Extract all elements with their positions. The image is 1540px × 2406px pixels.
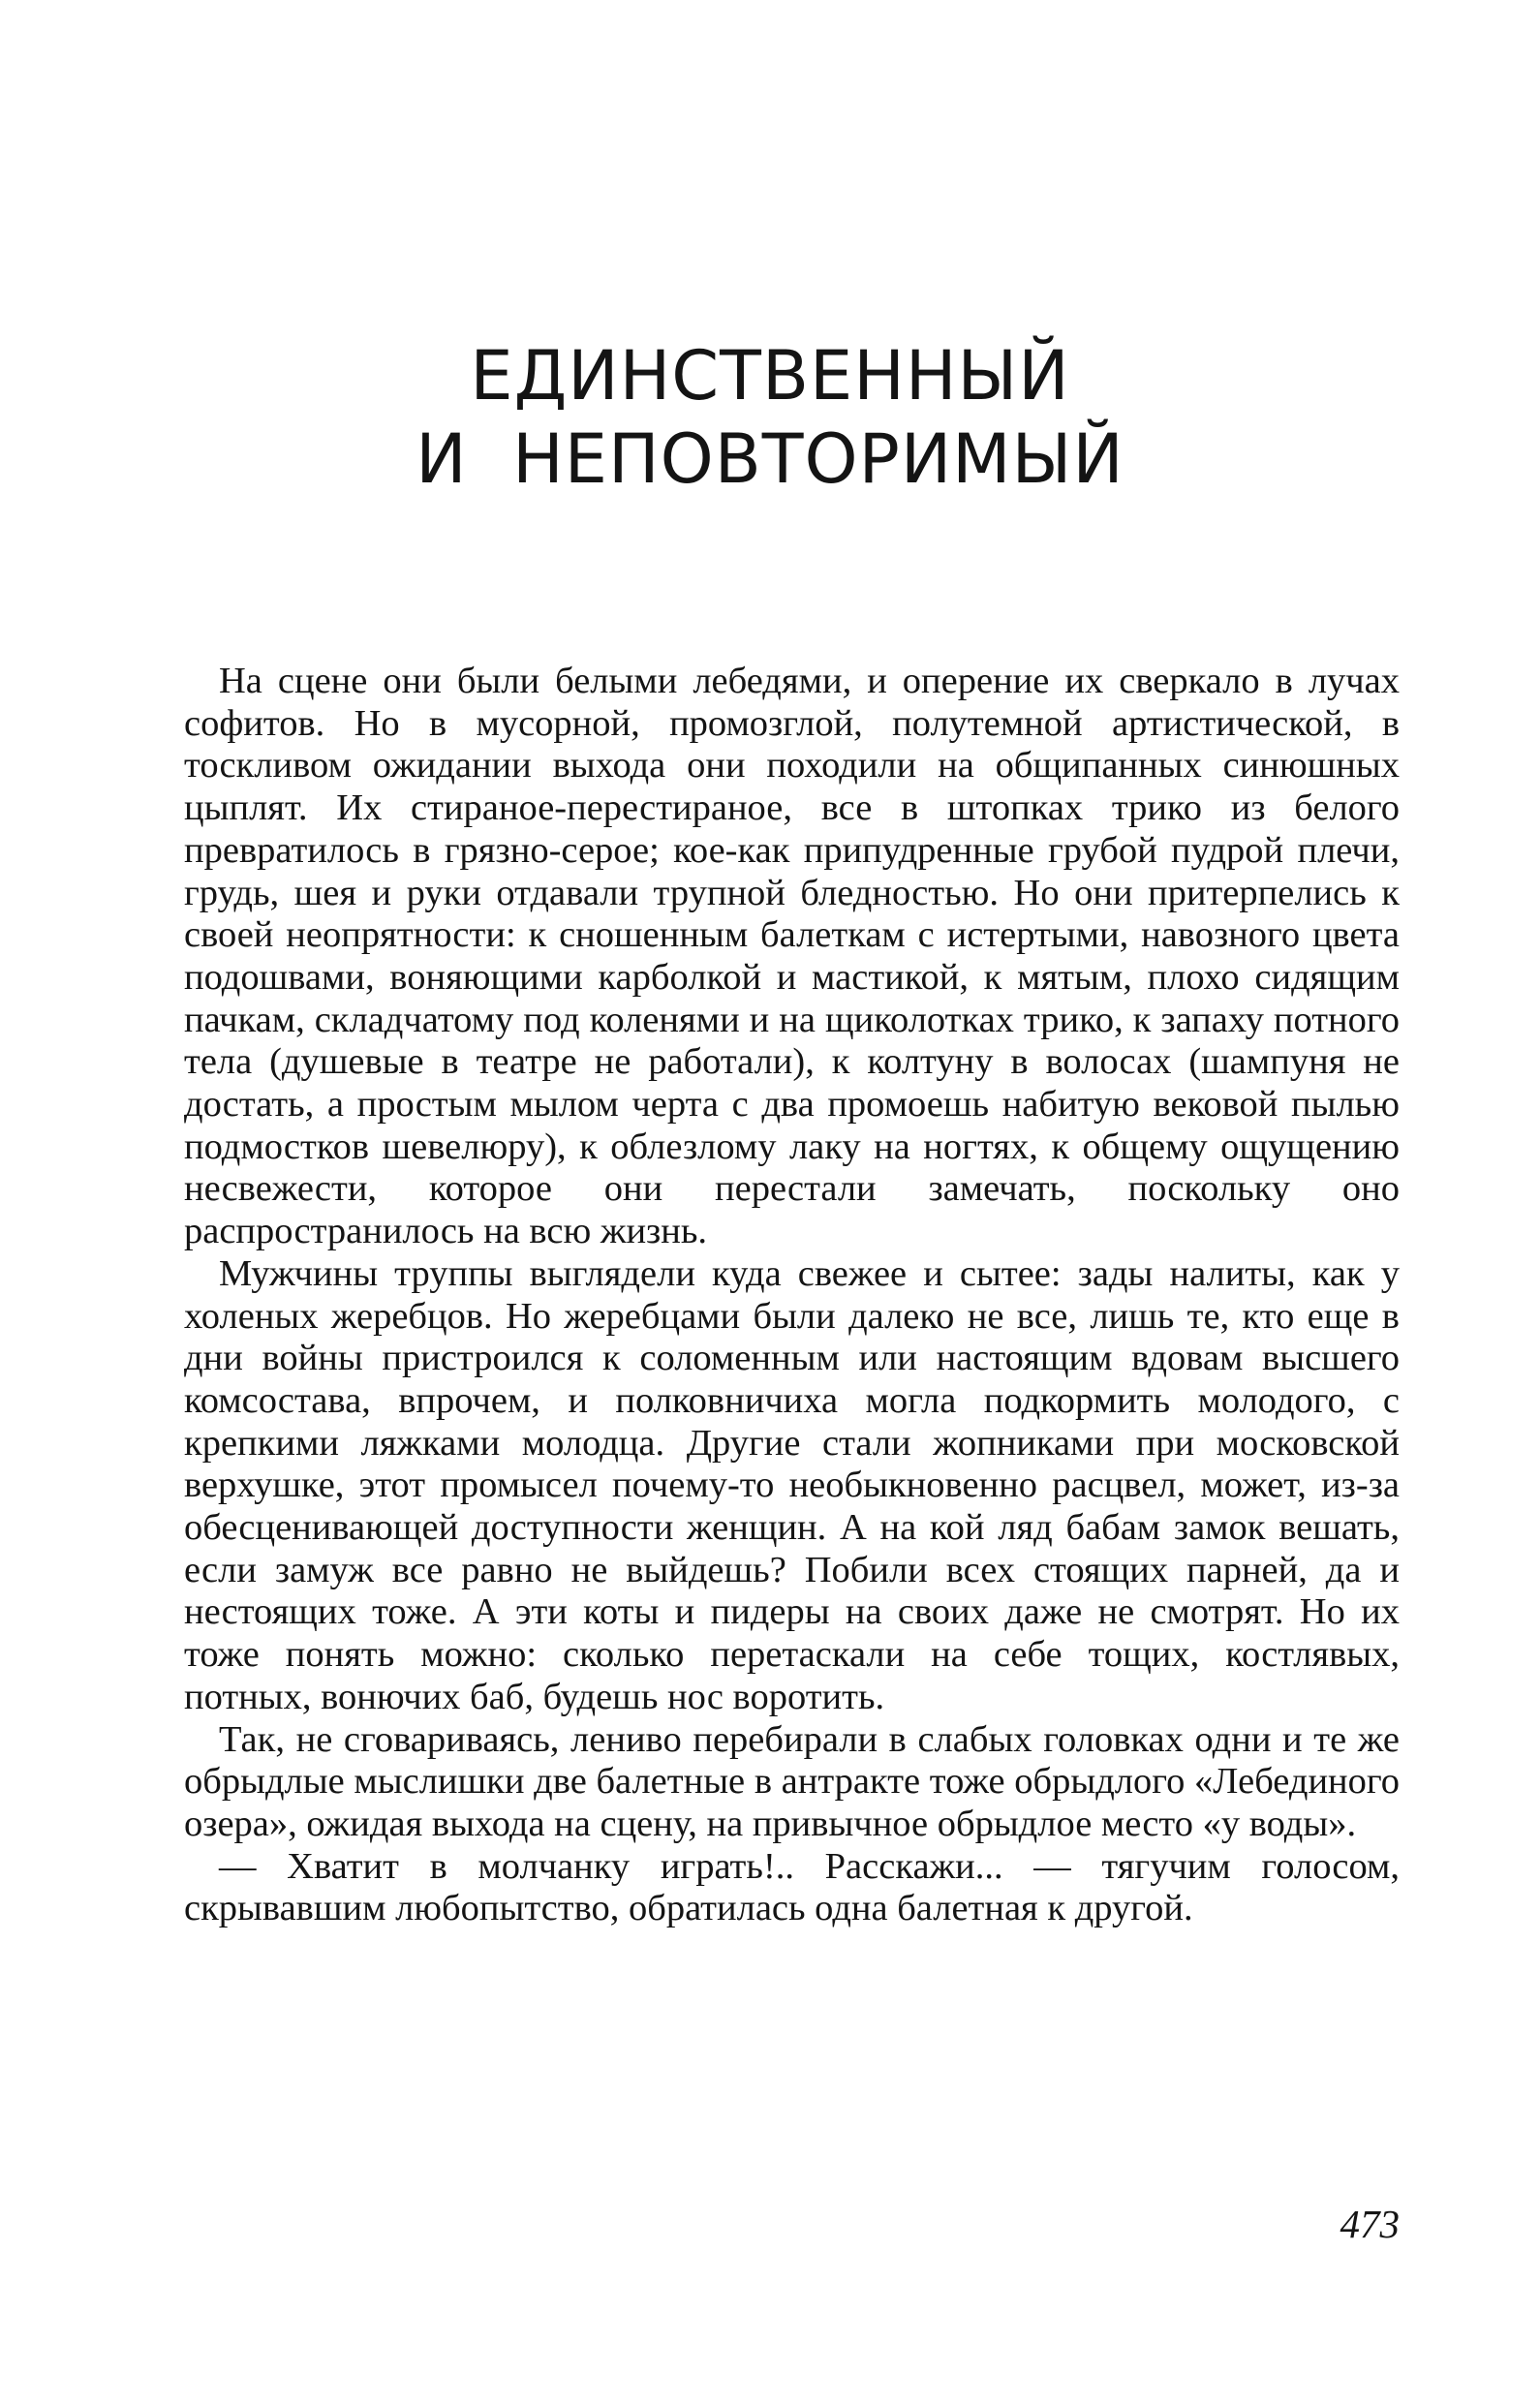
chapter-title [0,334,1540,501]
page-number: 473 [1340,2202,1400,2246]
chapter-title-line-2: И НЕПОВТОРИМЫЙ [416,419,1124,499]
body-text [184,661,1400,1930]
chapter-title-line-1: ЕДИНСТВЕННЫЙ [470,336,1070,416]
paragraph-4: — Хватит в молчанку играть!.. Расскажи... — тягучим голосом, скрывавшим любопытство, обратилась одна балетная к другой. [184,1845,1400,1929]
paragraph-1: На сцене они были белыми лебедями, и оперение их сверкало в лучах софитов. Но в мусорной, промозглой, полутемной артистической, в тоскливом ожидании выхода они походили на общипанных синюшных цыплят. Их стираное-перестираное, все в штопках трико из белого превратилось в грязно-серое; кое-как припудренные грубой пудрой плечи, грудь, шея и руки отдавали трупной бледностью. Но они притерпелись к своей неопрятности: к сношенным балеткам с истертыми, навозного цвета подошвами, воняющими карболкой и мастикой, к мятым, плохо сидящим пачкам, складчатому под коленями и на щиколотках трико, к запаху потного тела (душевые в театре не работали), к колтуну в волосах (шампуня не достать, а простым мылом черта с два промоешь набитую вековой пылью подмостков шевелюру), к облезлому лаку на ногтях, к общему ощущению несвежести, которое они перестали замечать, поскольку оно распространилось на всю жизнь. [184,661,1400,1252]
paragraph-2: Мужчины труппы выглядели куда свежее и сытее: зады налиты, как у холеных жеребцов. Но жеребцами были далеко не все, лишь те, кто еще в дни войны пристроился к соломенным или настоящим вдовам высшего комсостава, впрочем, и полковничиха могла подкормить молодого, с крепкими ляжками молодца. Другие стали жопниками при московской верхушке, этот промысел почему-то необыкновенно расцвел, может, из-за обесценивающей доступности женщин. А на кой ляд бабам замок вешать, если замуж все равно не выйдешь? Побили всех стоящих парней, да и нестоящих тоже. А эти коты и пидеры на своих даже не смотрят. Но их тоже понять можно: сколько перетаскали на себе тощих, костлявых, потных, вонючих баб, будешь нос воротить. [184,1252,1400,1717]
paragraph-3: Так, не сговариваясь, лениво перебирали в слабых головках одни и те же обрыдлые мыслишки две балетные в антракте тоже обрыдлого «Лебединого озера», ожидая выхода на сцену, на привычное обрыдлое место «у воды». [184,1718,1400,1844]
